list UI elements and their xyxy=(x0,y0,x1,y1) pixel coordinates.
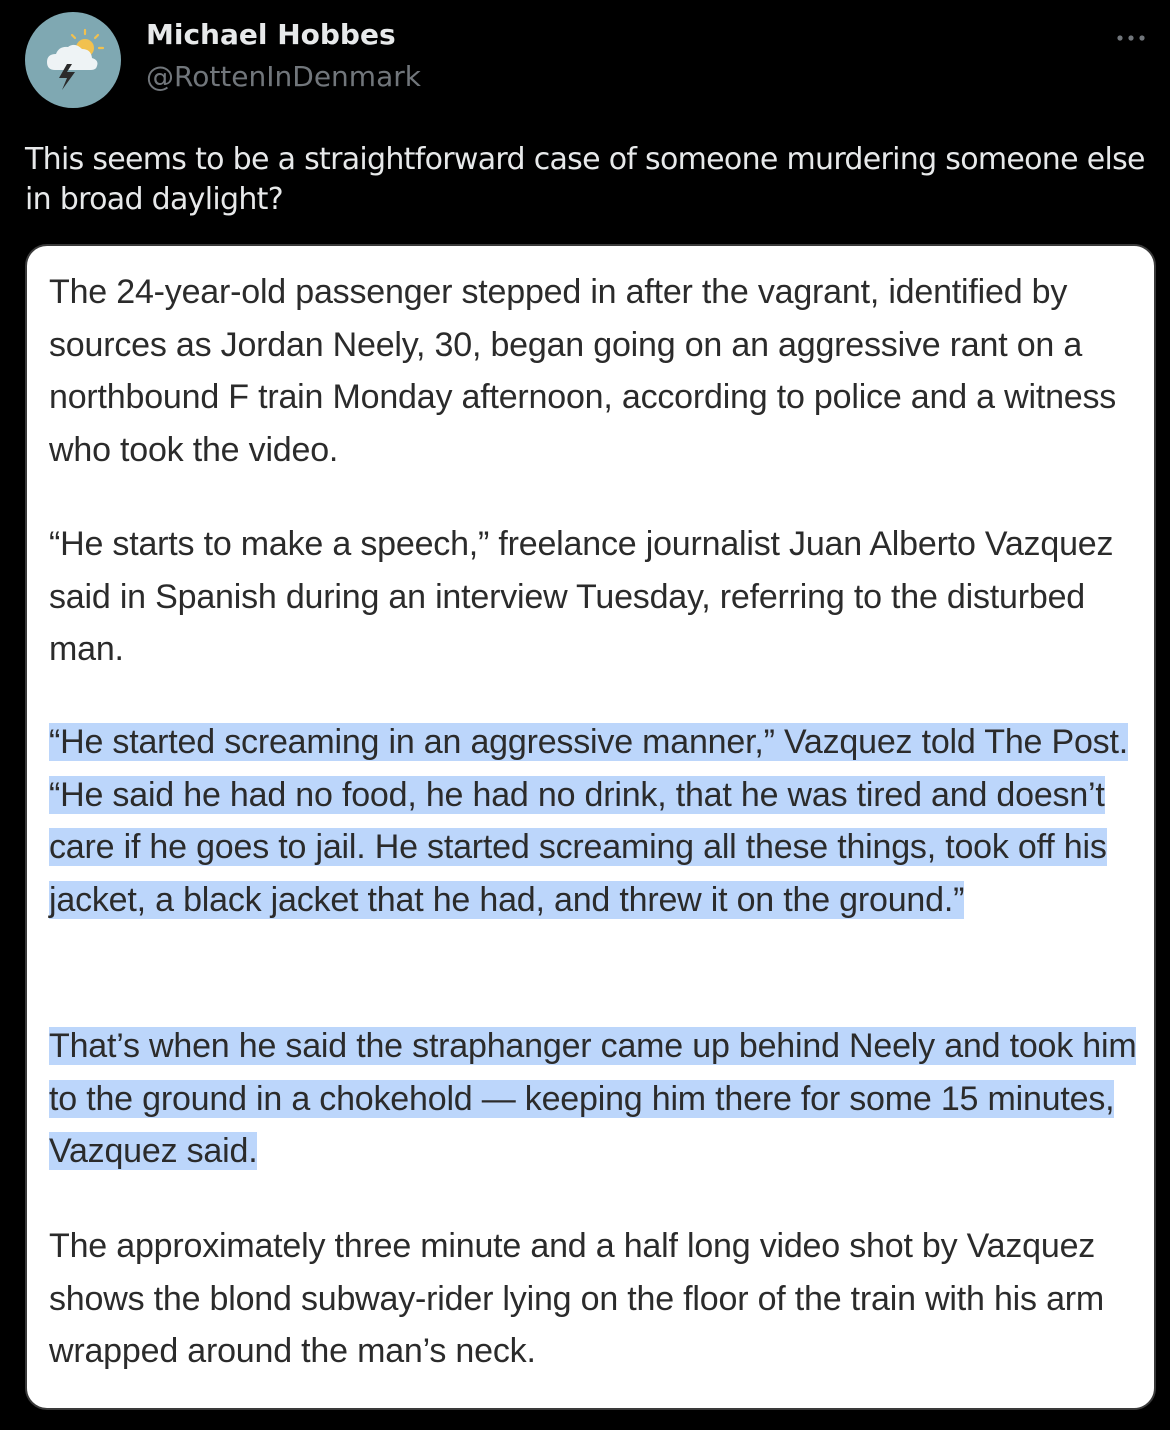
author-name[interactable]: Michael Hobbes xyxy=(146,18,396,51)
article-paragraph: The approximately three minute and a half long video shot by Vazquez shows the blond subway-rider lying on the floor of the train with his arm wrapped around the man’s neck. xyxy=(49,1227,1105,1370)
article-paragraph-highlighted xyxy=(49,716,1144,926)
highlighted-text: “He started screaming in an aggressive manner,” Vazquez told The Post. “He said he had no food, he had no drink, that he was tired and doesn’t care if he goes to jail. He started screaming all these things, took off his jacket, a black jacket that he had, and threw it on the ground.” xyxy=(49,723,1128,919)
article-paragraph: “He starts to make a speech,” freelance journalist Juan Alberto Vazquez said in Spanish during an interview Tuesday, referring to the disturbed man. xyxy=(49,525,1114,668)
more-button[interactable] xyxy=(1112,20,1152,50)
author-handle[interactable]: @RottenInDenmark xyxy=(146,60,421,93)
more-horizontal-icon xyxy=(1112,20,1152,50)
tweet-text: This seems to be a straightforward case of someone murdering someone else in broad daylight? xyxy=(25,142,1145,217)
avatar[interactable] xyxy=(25,12,121,108)
article-screenshot-card[interactable] xyxy=(25,244,1156,1410)
highlighted-text: That’s when he said the straphanger came up behind Neely and took him to the ground in a chokehold — keeping him there for some 15 minutes, Vazquez said. xyxy=(49,1027,1137,1170)
cloud-sun-lightning-icon xyxy=(25,12,121,108)
article-paragraph-highlighted xyxy=(49,1020,1144,1178)
article-paragraph: The 24-year-old passenger stepped in after the vagrant, identified by sources as Jordan Neely, 30, began going on an aggressive rant on a northbound F train Monday afternoon, according to police and a witness who took the video. xyxy=(49,273,1117,469)
